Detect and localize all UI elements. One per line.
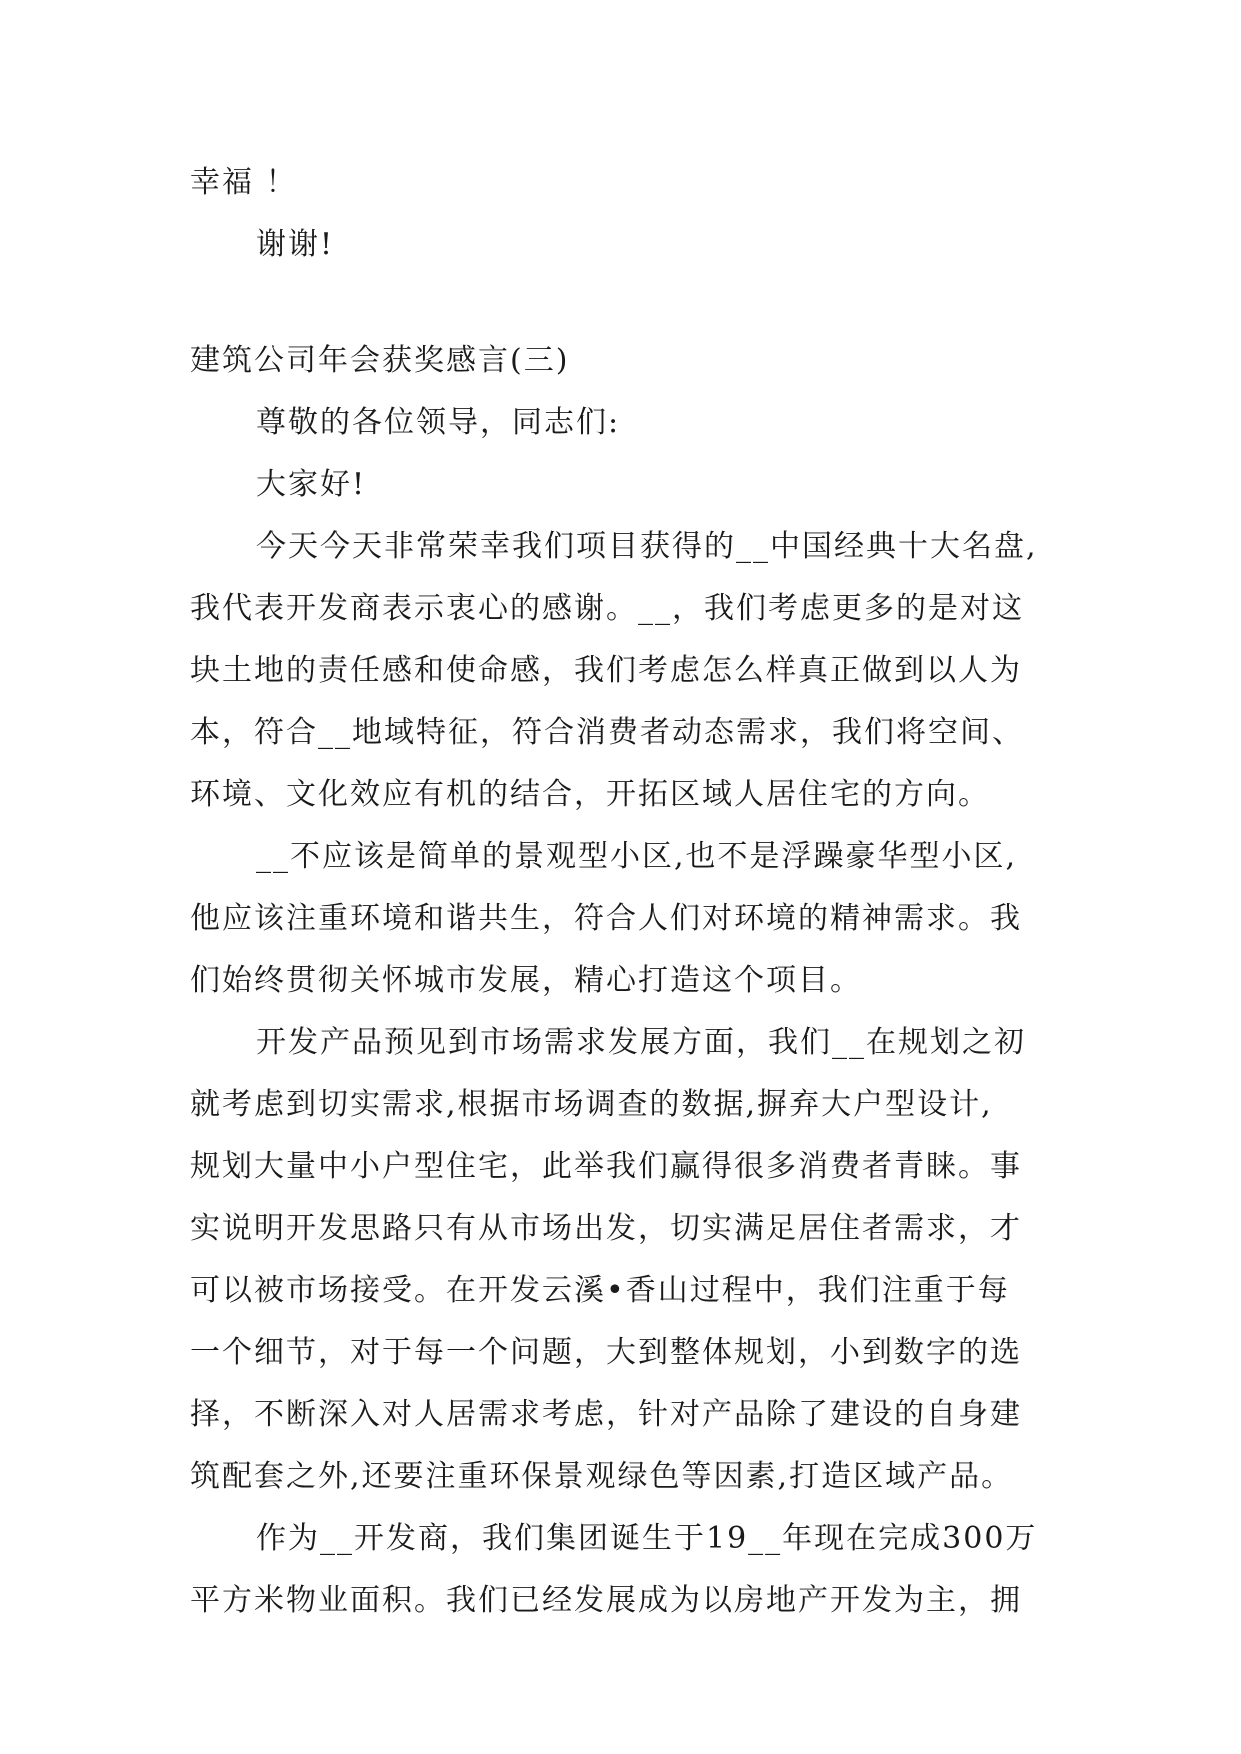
- section-title: 建筑公司年会获奖感言(三): [190, 343, 570, 378]
- paragraph-line: 块土地的责任感和使命感，我们考虑怎么样真正做到以人为: [190, 653, 1022, 688]
- paragraph-1: [190, 516, 1060, 826]
- paragraph-line: 筑配套之外,还要注重环保景观绿色等因素,打造区域产品。: [190, 1459, 1014, 1494]
- paragraph-line: 开发产品预见到市场需求发展方面，我们__在规划之初: [256, 1025, 1026, 1060]
- salutation: 尊敬的各位领导，同志们:: [256, 405, 621, 440]
- paragraph-2: [190, 826, 1060, 1012]
- paragraph-line: 择，不断深入对人居需求考虑，针对产品除了建设的自身建: [190, 1397, 1022, 1432]
- paragraph-line: 平方米物业面积。我们已经发展成为以房地产开发为主，拥: [190, 1583, 1022, 1618]
- paragraph-line: 们始终贯彻关怀城市发展，精心打造这个项目。: [190, 963, 862, 998]
- paragraph-line: 实说明开发思路只有从市场出发，切实满足居住者需求，才: [190, 1211, 1022, 1246]
- paragraph-line: 环境、文化效应有机的结合，开拓区域人居住宅的方向。: [190, 777, 990, 812]
- paragraph-line: 我代表开发商表示衷心的感谢。__，我们考虑更多的是对这: [190, 591, 1024, 626]
- paragraph-line: 可以被市场接受。在开发云溪•香山过程中，我们注重于每: [190, 1273, 1010, 1308]
- paragraph-line: 就考虑到切实需求,根据市场调查的数据,摒弃大户型设计,: [190, 1087, 993, 1122]
- section-gap: [190, 276, 1060, 330]
- paragraph-line: 本，符合__地域特征，符合消费者动态需求，我们将空间、: [190, 715, 1024, 750]
- paragraph-line: __不应该是简单的景观型小区,也不是浮躁豪华型小区,: [256, 839, 1018, 874]
- paragraph-line: 作为__开发商，我们集团诞生于19__年现在完成300万: [256, 1521, 1038, 1556]
- paragraph-4: [190, 1508, 1060, 1632]
- closing-line: 幸福 ！: [190, 165, 298, 200]
- greeting: 大家好!: [256, 467, 367, 502]
- paragraph-line: 今天今天非常荣幸我们项目获得的__中国经典十大名盘,: [256, 529, 1038, 564]
- paragraph-line: 一个细节，对于每一个问题，大到整体规划，小到数字的选: [190, 1335, 1022, 1370]
- thanks-line: 谢谢!: [256, 227, 335, 262]
- paragraph-line: 他应该注重环境和谐共生，符合人们对环境的精神需求。我: [190, 901, 1022, 936]
- paragraph-line: 规划大量中小户型住宅，此举我们赢得很多消费者青睐。事: [190, 1149, 1022, 1184]
- paragraph-3: [190, 1012, 1060, 1508]
- document-body: [190, 152, 1060, 1632]
